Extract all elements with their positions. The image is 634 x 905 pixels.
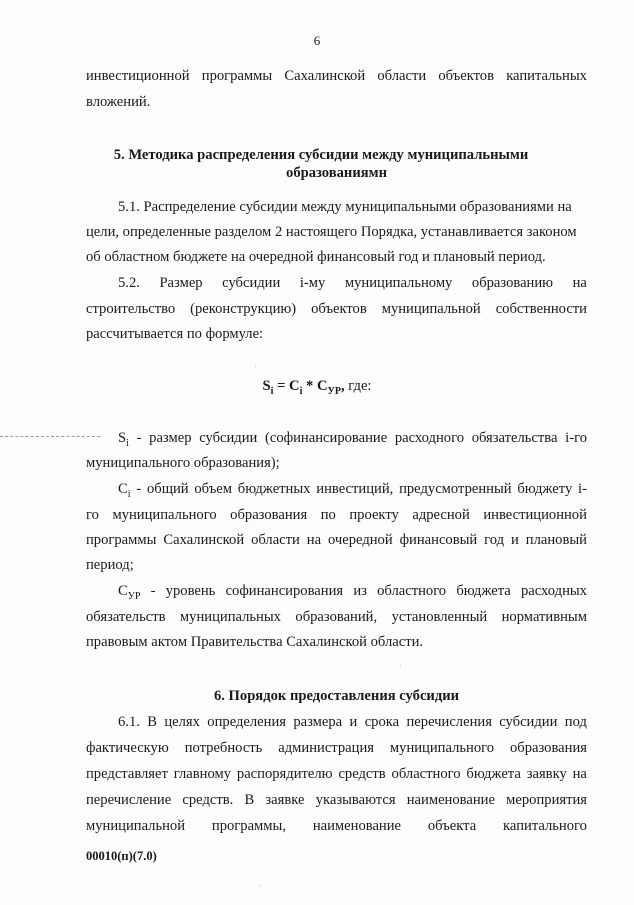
word: 6.1. [118, 714, 140, 730]
word: образования [230, 507, 308, 523]
word: муниципального [112, 507, 217, 523]
paragraph-6-1-line-3 [86, 764, 587, 784]
word: области [251, 532, 300, 548]
scan-speck [255, 366, 256, 367]
word: на [306, 532, 322, 548]
word: образованию [471, 275, 554, 291]
word: год [484, 532, 505, 548]
scan-speck [400, 665, 401, 666]
word: Сахалинской [284, 68, 366, 84]
word: (реконструкцию) [190, 301, 297, 317]
word: представляет [86, 766, 168, 782]
paragraph-6-1-line-4 [86, 790, 587, 810]
word: наименование [312, 818, 402, 834]
word: программы [86, 532, 157, 548]
word: i-го [565, 430, 587, 446]
definition-ci-line-2 [86, 505, 587, 525]
word: муниципальному [344, 275, 453, 291]
formula-expression: $S_i = C_i * C_{УР}$, [262, 378, 345, 397]
word: Размер [159, 275, 203, 291]
word: администрация [278, 740, 374, 756]
word: размера [293, 714, 343, 730]
paragraph-6-1-line-5 [86, 816, 587, 836]
word: обязательств [86, 609, 166, 625]
word: расходного [394, 430, 465, 446]
word: мероприятия [506, 792, 587, 808]
section-5-heading-line-1: 5. Методика распределения субсидии между муниципальными [113, 147, 529, 163]
word: муниципального [389, 740, 495, 756]
word: на [572, 766, 587, 782]
word: $C_i$ [118, 481, 131, 500]
word: строительство [86, 301, 176, 317]
word: плановый [525, 532, 587, 548]
word: по [320, 507, 336, 523]
word: областного [391, 766, 461, 782]
word: инвестиций, [316, 481, 394, 497]
word: перечисления [406, 714, 492, 730]
definition-si-line-2: муниципального образования); [86, 455, 280, 471]
word: инвестиционной [86, 68, 190, 84]
word: области [377, 68, 427, 84]
word: из [353, 583, 367, 599]
word: объектов [311, 301, 367, 317]
document-footer-code: 00010(п)(7.0) [86, 849, 157, 863]
word: Сахалинской [163, 532, 245, 548]
word: расходных [520, 583, 587, 599]
word: программы [201, 68, 273, 84]
word: бюджетных [237, 481, 311, 497]
word: средств. [182, 792, 234, 808]
word: на [572, 275, 587, 291]
word: указываются [315, 792, 396, 808]
word: бюджета [466, 766, 521, 782]
word: муниципальных [179, 609, 281, 625]
paragraph-5-1-line-1: 5.1. Распределение субсидии между муниципальными образованиями на [118, 199, 572, 215]
word: инвестиционной [483, 507, 587, 523]
word: i-му [299, 275, 326, 291]
word: областного [377, 583, 447, 599]
intro-line-1 [86, 66, 587, 86]
word: программы, [211, 818, 286, 834]
definition-si-line-1 [118, 428, 587, 454]
word: муниципальной [86, 818, 186, 834]
section-6-heading: 6. Порядок предоставления субсидии [213, 688, 460, 704]
word: уровень [165, 583, 216, 599]
word: $S_i$ [118, 430, 129, 449]
word: предусмотренный [399, 481, 512, 497]
word: го [86, 507, 99, 523]
section-5-heading-line-2: образованиямн [286, 165, 387, 181]
word: - [150, 583, 156, 599]
word: перечисление [86, 792, 172, 808]
word: - [136, 430, 142, 446]
word: субсидии [499, 714, 558, 730]
scan-speck [260, 885, 261, 886]
word: - [136, 481, 142, 497]
intro-line-2: вложений. [86, 94, 151, 110]
word: капитального [503, 818, 587, 834]
word: обязательства [471, 430, 558, 446]
word: фактическую [86, 740, 169, 756]
word: капитальных [506, 68, 587, 84]
word: проекту [349, 507, 399, 523]
word: i- [578, 481, 587, 497]
definition-ci-line-3 [86, 530, 587, 550]
word: наименование [406, 792, 495, 808]
word: объем [194, 481, 232, 497]
word: 5.2. [118, 275, 140, 291]
definition-ci-line-1 [118, 479, 587, 505]
word: софинансирования [225, 583, 344, 599]
definition-cur-line-3: правовым актом Правительства Сахалинской области. [86, 634, 424, 650]
word: (софинансирование [265, 430, 388, 446]
word: субсидии [222, 275, 281, 291]
word: объекта [427, 818, 477, 834]
definition-cur-line-2 [86, 607, 587, 627]
word: субсидии [199, 430, 258, 446]
word: срока [364, 714, 400, 730]
word: собственности [495, 301, 587, 317]
word: В [244, 792, 255, 808]
word: потребность [184, 740, 263, 756]
word: финансовый [399, 532, 478, 548]
word: под [564, 714, 587, 730]
word: образований, [295, 609, 378, 625]
word: и [349, 714, 358, 730]
paragraph-5-1-line-2: цели, определенные разделом 2 настоящего Порядка, устанавливается законом [86, 224, 577, 240]
word: заявку [526, 766, 567, 782]
page-number: 6 [313, 33, 321, 48]
word: В [147, 714, 157, 730]
word: установленный [391, 609, 488, 625]
word: общий [146, 481, 189, 497]
word: определения [207, 714, 286, 730]
word: заявке [265, 792, 305, 808]
word: распорядителю [236, 766, 333, 782]
paragraph-5-1-line-3: об областном бюджете на очередной финансовый год и плановый период. [86, 249, 546, 265]
formula-suffix: где: [344, 378, 372, 394]
scan-artifact-dashes [0, 436, 100, 437]
word: адресной [412, 507, 470, 523]
word: муниципальной [381, 301, 481, 317]
word: образования [509, 740, 587, 756]
word: средств [338, 766, 386, 782]
word: бюджета [456, 583, 511, 599]
paragraph-5-2-line-1 [118, 273, 587, 293]
word: размер [149, 430, 192, 446]
word: целях [164, 714, 200, 730]
word: и [511, 532, 519, 548]
word: главному [173, 766, 232, 782]
definition-ci-line-4: период; [86, 557, 134, 573]
paragraph-5-2-line-2 [86, 299, 587, 319]
paragraph-6-1-line-2 [86, 738, 587, 758]
formula [0, 376, 634, 402]
definition-cur-line-1 [118, 581, 587, 607]
word: нормативным [501, 609, 587, 625]
word: объектов [438, 68, 494, 84]
word: бюджету [517, 481, 573, 497]
word: $C_{УР}$ [118, 583, 141, 602]
paragraph-5-2-line-3: рассчитывается по формуле: [86, 326, 264, 342]
word: очередной [328, 532, 393, 548]
paragraph-6-1-line-1 [118, 712, 587, 732]
